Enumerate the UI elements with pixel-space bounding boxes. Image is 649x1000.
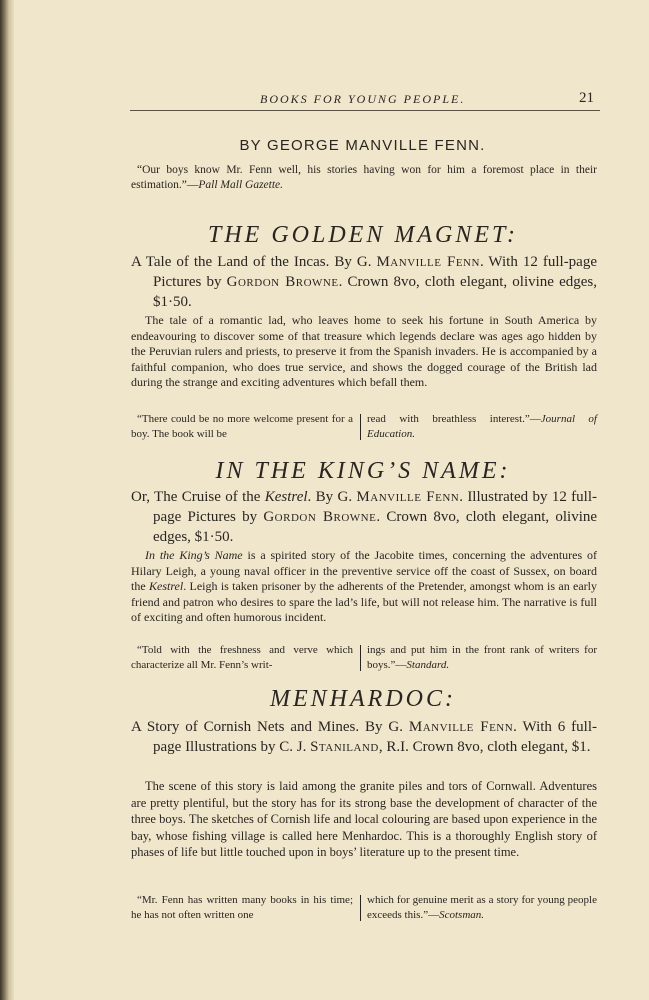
column-divider [360, 895, 361, 921]
illustrator-name: Gordon Browne [263, 509, 377, 525]
info-text: A Tale of the Land of the Incas. By G. [131, 254, 377, 270]
description-lead-title: In the King’s Name [145, 548, 243, 562]
author-heading: BY GEORGE MANVILLE FENN. [239, 137, 486, 154]
review-left-column: “Told with the freshness and verve which characterize all Mr. Fenn’s writ- [131, 644, 353, 671]
description-text: is a spirited story of the Jacobite times, concerning the adventures of Hilary Leigh, a young naval officer in the preventive service off the coast of Sussex, on board the [131, 548, 597, 593]
illustrator-name: Staniland [310, 739, 379, 755]
review-right-column [367, 643, 597, 673]
epigraph-source: Pall Mall Gazette. [198, 179, 284, 191]
review-right-column [367, 893, 597, 923]
review-left-column: “There could be no more welcome present for a boy. The book will be [131, 413, 353, 440]
header-rule [130, 110, 600, 111]
ship-name: Kestrel [148, 579, 184, 593]
review-right-column [367, 412, 597, 442]
author-name: Manville Fenn [356, 489, 460, 505]
review-source: Standard. [406, 659, 450, 671]
review-source: Journal of Education. [367, 413, 597, 440]
book-info-menhardoc [131, 717, 597, 757]
info-text: Or, The Cruise of the [131, 489, 265, 505]
info-text: . Illustrated by 12 full-page Pictures by [153, 489, 597, 525]
review-text: read with breathless interest.”— [367, 413, 541, 425]
author-name: Manville Fenn [376, 254, 480, 270]
epigraph-quote: “Our boys know Mr. Fenn well, his stories having won for him a foremost place in their estimation.”— [131, 164, 597, 191]
info-text: . By G. [307, 489, 357, 505]
info-text: . Crown 8vo, cloth elegant, olivine edges, $1·50. [153, 509, 598, 545]
info-text: . With 6 full-page Illustrations by C. J. [153, 719, 597, 755]
page-number: 21 [579, 90, 594, 106]
review-text: ings and put him in the front rank of writers for boys.”— [367, 644, 597, 671]
column-divider [360, 414, 361, 440]
book-description-menhardoc: The scene of this story is laid among the granite piles and tors of Cornwall. Adventures are pretty plentiful, but the story has for its strong base the development of character of the three boys. The sketches of Cornish life and local colouring are based upon experience in the bay, whose fishing village is called here Menhardoc. This is a thoroughly English story of phases of life but little touched upon in boys’ literature up to the present time. [131, 779, 597, 859]
review-text: which for genuine merit as a story for young people exceeds this.”— [367, 894, 597, 921]
info-text: . With 12 full-page Pictures by [153, 254, 598, 290]
ship-name: Kestrel [264, 489, 308, 505]
illustrator-name: Gordon Browne [226, 274, 339, 290]
review-source: Scotsman. [439, 909, 485, 921]
running-title: BOOKS FOR YOUNG PEOPLE. [260, 92, 466, 106]
description-text: . Leigh is taken prisoner by the adherents of the Pretender, amongst whom is an early friend and patron who desires to spare the lad’s life, but will not release him. The narrative is full of exciting and often humorous incident. [131, 579, 597, 624]
info-text: A Story of Cornish Nets and Mines. By G. [131, 719, 409, 735]
book-title-menhardoc: MENHARDOC: [270, 686, 456, 712]
book-description-kings-name [131, 548, 597, 626]
book-info-golden-magnet [131, 252, 597, 312]
info-text: , R.I. Crown 8vo, cloth elegant, $1. [378, 739, 591, 755]
book-title-kings-name: IN THE KING’S NAME: [215, 458, 511, 484]
review-left-column: “Mr. Fenn has written many books in his time; he has not often written one [131, 894, 353, 921]
author-epigraph [131, 163, 597, 193]
column-divider [360, 645, 361, 671]
book-title-golden-magnet: THE GOLDEN MAGNET: [207, 222, 519, 248]
info-text: . Crown 8vo, cloth elegant, olivine edges, $1·50. [153, 274, 597, 310]
author-name: Manville Fenn [408, 719, 514, 735]
book-info-kings-name [131, 487, 597, 547]
running-header [130, 90, 600, 110]
book-description-golden-magnet: The tale of a romantic lad, who leaves home to seek his fortune in South America by endeavouring to discover some of that treasure which legends declare was ages ago hidden by the Peruvian rulers and priests, to preserve it from the Spanish invaders. He is accompanied by a faithful companion, who does true service, and shows the dogged courage of the British lad during the strange and exciting adventures which befall them. [131, 313, 597, 389]
